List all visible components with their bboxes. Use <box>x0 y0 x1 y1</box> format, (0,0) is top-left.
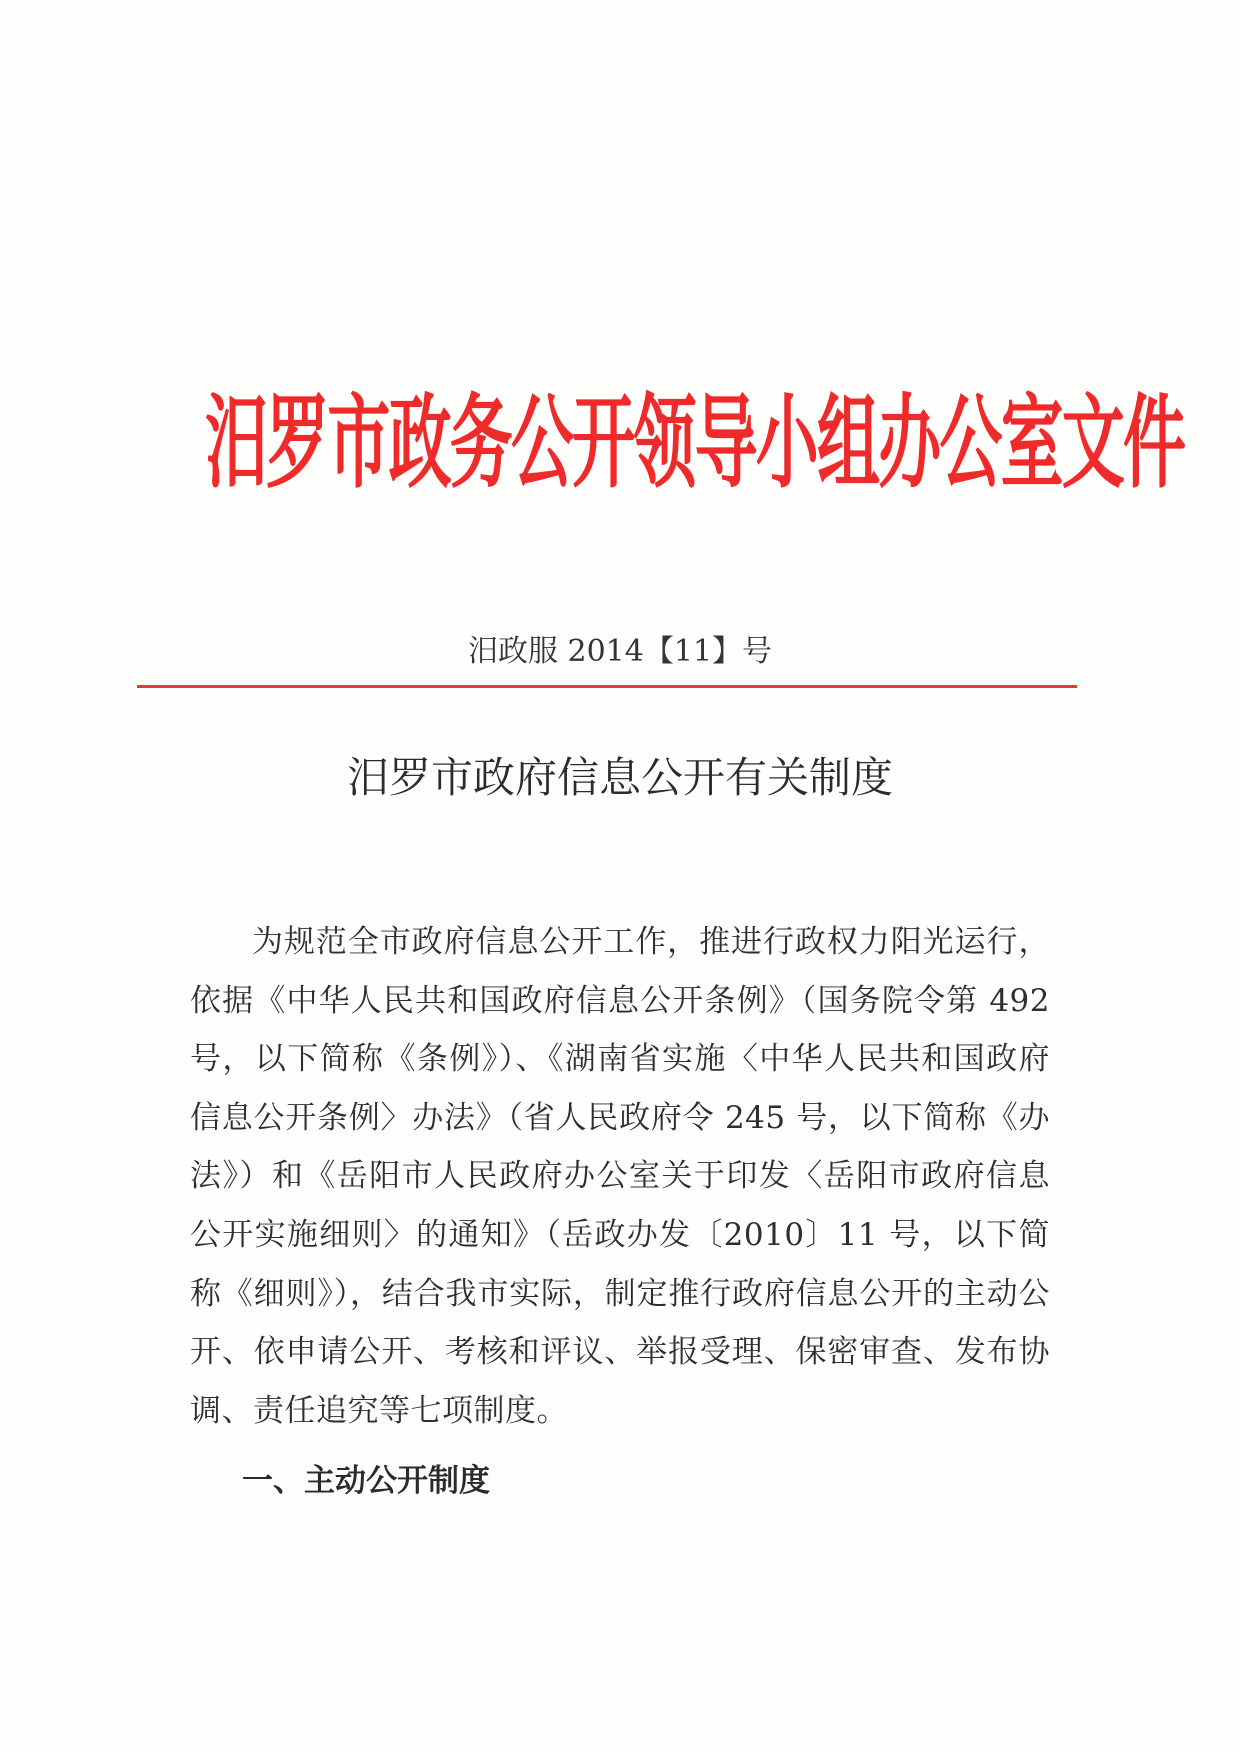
document-number: 汨政服 2014【11】号 <box>467 634 773 669</box>
issuer-header-title: 汨罗市政务公开领导小组办公室文件 <box>205 382 1185 503</box>
intro-paragraph: 为规范全市政府信息公开工作，推进行政权力阳光运行，依据《中华人民共和国政府信息公开条例》（国务院令第 492 号，以下简称《条例》）、《湖南省实施〈中华人民共和国政府信息公开条例〉办法》（省人民政府令 245 号，以下简称《办法》）和《岳阳市人民政府办公室关于印发〈岳阳市政府信息公开实施细则〉的通知》（岳政办发〔2010〕11 号，以下简称《细则》），结合我市实际，制定推行政府信息公开的主动公开、依申请公开、考核和评议、举报受理、保密审查、发布协调、责任追究等七项制度。 <box>190 924 1050 1429</box>
section-heading-1: 一、主动公开制度 <box>242 1463 490 1499</box>
header-red-rule <box>137 685 1077 688</box>
document-title: 汨罗市政府信息公开有关制度 <box>346 753 893 802</box>
